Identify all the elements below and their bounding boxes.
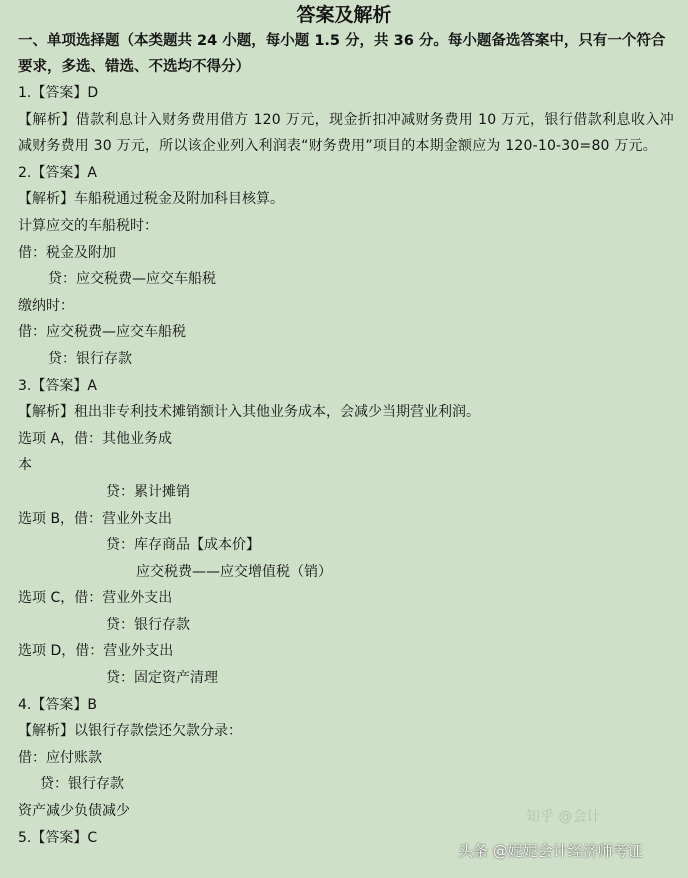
option-a-debit-cont: 本 xyxy=(18,457,32,474)
answer-5: 5.【答案】C xyxy=(18,829,98,846)
entry-label: 计算应交的车船税时： xyxy=(18,217,158,234)
option-b-credit-2: 应交税费——应交增值税（销） xyxy=(136,563,332,580)
answer-4: 4.【答案】B xyxy=(18,696,97,713)
answer-2: 2.【答案】A xyxy=(18,164,97,181)
option-b-credit: 贷：库存商品【成本价】 xyxy=(106,537,260,554)
entry-credit: 贷：银行存款 xyxy=(48,350,132,367)
option-a-credit: 贷：累计摊销 xyxy=(106,483,190,500)
explanation-4: 【解析】以银行存款偿还欠款分录： xyxy=(18,723,242,740)
option-d-credit: 贷：固定资产清理 xyxy=(106,670,218,687)
answer-1: 1.【答案】D xyxy=(18,85,99,101)
section-heading: 一、单项选择题（本类题共 24 小题，每小题 1.5 分，共 36 分。每小题备选答案中，只有一个符合要求，多选、错选、不选均不得分） xyxy=(18,33,666,75)
explanation-3: 【解析】租出非专利技术摊销额计入其他业务成本，会减少当期营业利润。 xyxy=(18,404,480,421)
option-b-debit: 选项 B，借：营业外支出 xyxy=(18,510,173,527)
explanation-1: 【解析】借款利息计入财务费用借方 120 万元，现金折扣冲减财务费用 10 万元，银行借款利息收入冲减财务费用 30 万元，所以该企业列入利润表“财务费用”项目的本期金额应为 120-10-30=80 万元。 xyxy=(18,111,674,155)
entry-debit: 借：应付账款 xyxy=(18,749,102,766)
entry-credit: 贷：应交税费—应交车船税 xyxy=(48,271,216,288)
option-c-debit: 选项 C，借：营业外支出 xyxy=(18,590,173,607)
entry-debit: 借：税金及附加 xyxy=(18,244,116,261)
entry-label: 缴纳时： xyxy=(18,297,74,314)
document-title: 答案及解析 xyxy=(296,4,392,26)
entry-credit: 贷：银行存款 xyxy=(40,776,124,793)
answer-3: 3.【答案】A xyxy=(18,377,97,394)
option-d-debit: 选项 D，借：营业外支出 xyxy=(18,643,174,660)
explanation-note: 资产减少负债减少 xyxy=(18,803,130,820)
option-a-debit: 选项 A，借：其他业务成 xyxy=(18,430,173,447)
watermark: 头条 @妮妮会计经济师考证 xyxy=(458,842,643,860)
watermark-faint: 知乎 @会计 xyxy=(526,809,601,825)
explanation-2: 【解析】车船税通过税金及附加科目核算。 xyxy=(18,191,284,208)
entry-debit: 借：应交税费—应交车船税 xyxy=(18,324,186,341)
option-c-credit: 贷：银行存款 xyxy=(106,616,190,633)
